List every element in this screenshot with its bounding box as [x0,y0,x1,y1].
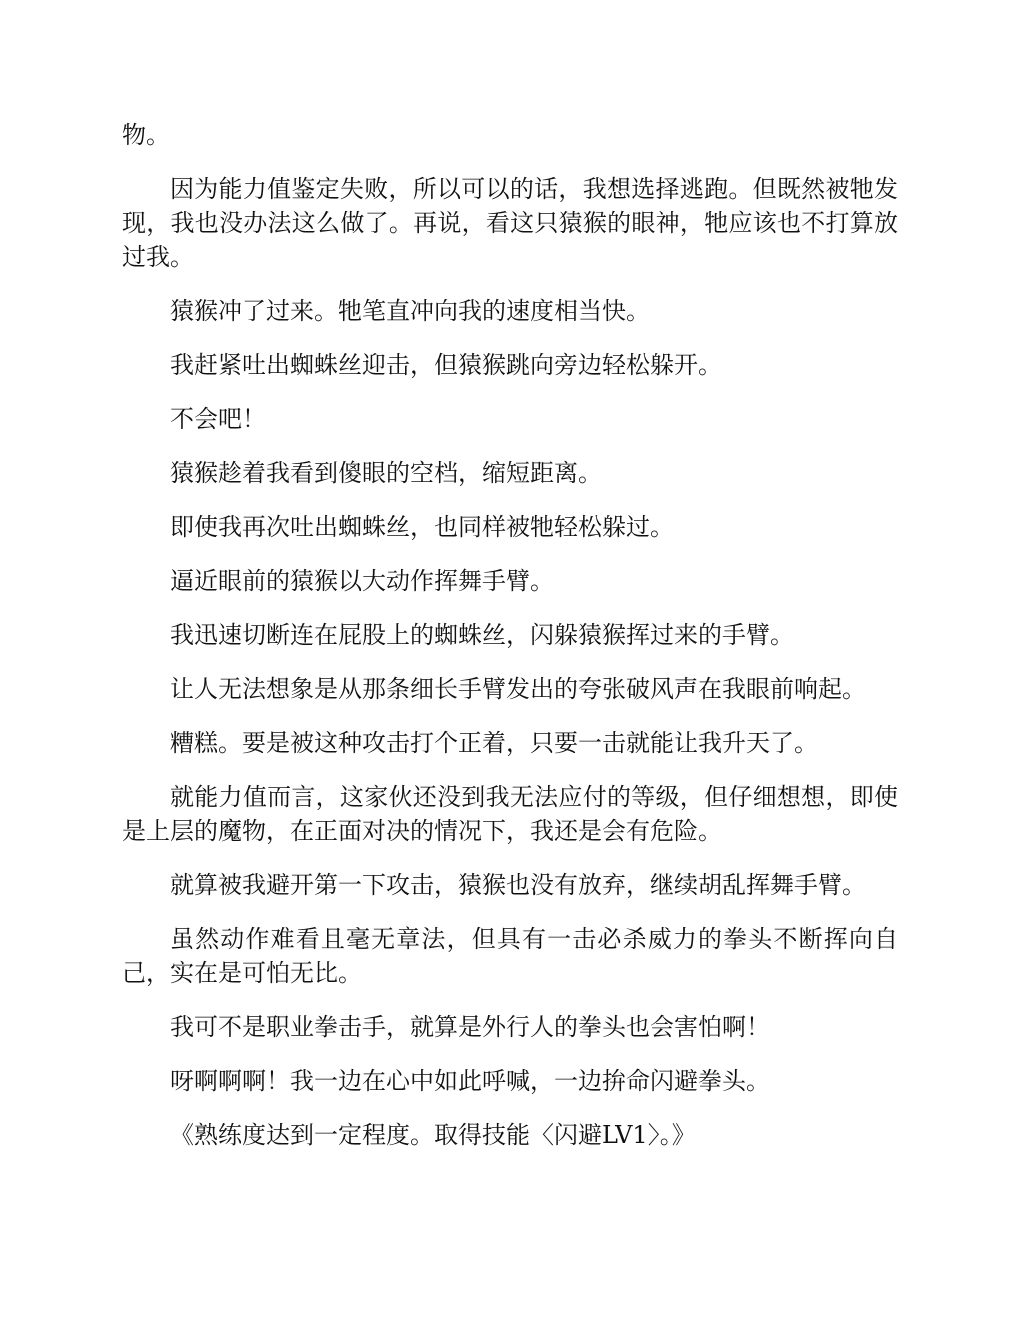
paragraph: 就能力值而言，这家伙还没到我无法应付的等级，但仔细想想，即使是上层的魔物，在正面对决的情况下，我还是会有危险。 [122,783,898,845]
paragraph: 不会吧！ [170,405,266,433]
paragraph: 逼近眼前的猿猴以大动作挥舞手臂。 [170,567,554,595]
paragraph: 我赶紧吐出蜘蛛丝迎击，但猿猴跳向旁边轻松躲开。 [170,351,722,379]
paragraph-skill-message: 《熟练度达到一定程度。取得技能〈闪避LV1〉。》 [170,1121,696,1149]
paragraph: 因为能力值鉴定失败，所以可以的话，我想选择逃跑。但既然被牠发现，我也没办法这么做了。再说，看这只猿猴的眼神，牠应该也不打算放过我。 [122,175,898,271]
paragraph: 猿猴冲了过来。牠笔直冲向我的速度相当快。 [170,297,650,325]
paragraph: 让人无法想象是从那条细长手臂发出的夸张破风声在我眼前响起。 [170,675,866,703]
document-body [122,118,898,1172]
paragraph: 呀啊啊啊！我一边在心中如此呼喊，一边拚命闪避拳头。 [170,1067,770,1095]
paragraph: 猿猴趁着我看到傻眼的空档，缩短距离。 [170,459,602,487]
paragraph: 我可不是职业拳击手，就算是外行人的拳头也会害怕啊！ [170,1013,770,1041]
paragraph: 虽然动作难看且毫无章法，但具有一击必杀威力的拳头不断挥向自己，实在是可怕无比。 [122,925,898,987]
paragraph: 即使我再次吐出蜘蛛丝，也同样被牠轻松躲过。 [170,513,674,541]
paragraph: 就算被我避开第一下攻击，猿猴也没有放弃，继续胡乱挥舞手臂。 [170,871,866,899]
paragraph: 我迅速切断连在屁股上的蜘蛛丝，闪躲猿猴挥过来的手臂。 [170,621,794,649]
paragraph: 糟糕。要是被这种攻击打个正着，只要一击就能让我升天了。 [170,729,818,757]
paragraph-continuation: 物。 [122,121,170,149]
